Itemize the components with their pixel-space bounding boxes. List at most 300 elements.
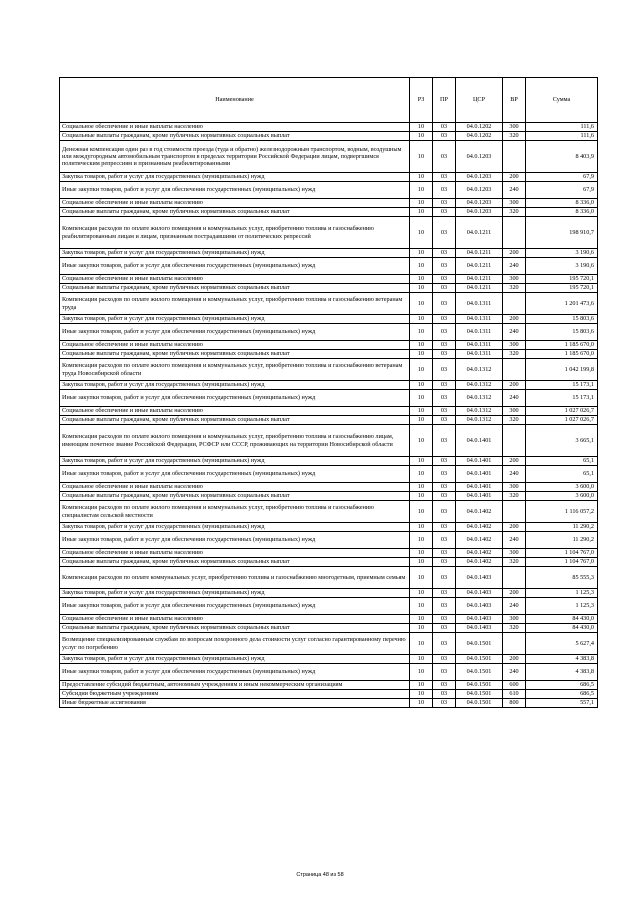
cell-pr: 03 xyxy=(433,132,456,141)
table-row xyxy=(60,690,598,699)
cell-name: Компенсация расходов по оплате жилого помещения и коммунальных услуг, приобретению топлива и газоснабжению специалистам сельской местности xyxy=(60,501,410,523)
cell-csr: 04.0.1402 xyxy=(456,532,503,549)
cell-vr: 200 xyxy=(503,315,526,324)
cell-vr: 240 xyxy=(503,466,526,483)
cell-rz: 10 xyxy=(410,217,433,249)
cell-pr: 03 xyxy=(433,624,456,633)
cell-name: Социальное обеспечение и иные выплаты населению xyxy=(60,123,410,132)
table-row xyxy=(60,390,598,407)
cell-rz: 10 xyxy=(410,523,433,532)
cell-vr: 300 xyxy=(503,615,526,624)
cell-sum: 84 430,0 xyxy=(526,624,598,633)
cell-vr xyxy=(503,425,526,457)
cell-vr xyxy=(503,633,526,655)
cell-csr: 04.0.1501 xyxy=(456,655,503,664)
cell-sum: 1 125,3 xyxy=(526,589,598,598)
cell-pr: 03 xyxy=(433,615,456,624)
cell-sum: 84 430,0 xyxy=(526,615,598,624)
cell-rz: 10 xyxy=(410,425,433,457)
cell-sum: 557,1 xyxy=(526,699,598,708)
cell-rz: 10 xyxy=(410,466,433,483)
cell-name: Компенсация расходов по оплате жилого помещения и коммунальных услуг, приобретению топлива и газоснабжению ветеранам труда xyxy=(60,293,410,315)
cell-vr: 320 xyxy=(503,350,526,359)
cell-name: Иные закупки товаров, работ и услуг для обеспечения государственных (муниципальных) нужд xyxy=(60,182,410,199)
table-row xyxy=(60,466,598,483)
cell-sum: 11 290,2 xyxy=(526,532,598,549)
cell-csr: 04.0.1402 xyxy=(456,549,503,558)
cell-name: Закупка товаров, работ и услуг для государственных (муниципальных) нужд xyxy=(60,173,410,182)
table-row xyxy=(60,350,598,359)
cell-name: Предоставление субсидий бюджетным, автономным учреждениям и иным некоммерческим организациям xyxy=(60,681,410,690)
cell-pr: 03 xyxy=(433,284,456,293)
cell-vr: 200 xyxy=(503,249,526,258)
col-header-vr: ВР xyxy=(503,78,526,123)
cell-vr: 200 xyxy=(503,523,526,532)
table-row xyxy=(60,173,598,182)
cell-pr: 03 xyxy=(433,567,456,589)
table-row xyxy=(60,315,598,324)
cell-name: Социальные выплаты гражданам, кроме публичных нормативных социальных выплат xyxy=(60,284,410,293)
cell-csr: 04.0.1202 xyxy=(456,123,503,132)
col-header-name: Наименование xyxy=(60,78,410,123)
cell-vr: 300 xyxy=(503,407,526,416)
cell-sum: 1 104 767,0 xyxy=(526,558,598,567)
cell-name: Иные закупки товаров, работ и услуг для обеспечения государственных (муниципальных) нужд xyxy=(60,390,410,407)
cell-name: Компенсация расходов по оплате жилого помещения и коммунальных услуг, приобретению топлива и газоснабжению лицам, имеющим почетное звание Российской Федерации, РСФСР или СССР, проживающих на территории Новосибирской области xyxy=(60,425,410,457)
cell-pr: 03 xyxy=(433,315,456,324)
cell-csr: 04.0.1203 xyxy=(456,182,503,199)
cell-sum: 3 190,6 xyxy=(526,249,598,258)
cell-csr: 04.0.1312 xyxy=(456,416,503,425)
cell-pr: 03 xyxy=(433,558,456,567)
cell-pr: 03 xyxy=(433,350,456,359)
cell-pr: 03 xyxy=(433,425,456,457)
cell-csr: 04.0.1312 xyxy=(456,359,503,381)
cell-csr: 04.0.1203 xyxy=(456,199,503,208)
cell-csr: 04.0.1402 xyxy=(456,558,503,567)
cell-pr: 03 xyxy=(433,681,456,690)
table-row xyxy=(60,425,598,457)
cell-csr: 04.0.1401 xyxy=(456,492,503,501)
cell-rz: 10 xyxy=(410,492,433,501)
cell-csr: 04.0.1501 xyxy=(456,690,503,699)
cell-pr: 03 xyxy=(433,523,456,532)
cell-csr: 04.0.1311 xyxy=(456,315,503,324)
cell-name: Закупка товаров, работ и услуг для государственных (муниципальных) нужд xyxy=(60,315,410,324)
col-header-sum: Сумма xyxy=(526,78,598,123)
cell-rz: 10 xyxy=(410,598,433,615)
cell-sum: 3 600,0 xyxy=(526,492,598,501)
cell-sum: 5 627,4 xyxy=(526,633,598,655)
cell-name: Социальные выплаты гражданам, кроме публичных нормативных социальных выплат xyxy=(60,558,410,567)
table-row xyxy=(60,501,598,523)
cell-name: Социальное обеспечение и иные выплаты населению xyxy=(60,275,410,284)
cell-sum: 11 290,2 xyxy=(526,523,598,532)
cell-csr: 04.0.1311 xyxy=(456,324,503,341)
cell-csr: 04.0.1401 xyxy=(456,457,503,466)
cell-csr: 04.0.1403 xyxy=(456,624,503,633)
cell-rz: 10 xyxy=(410,258,433,275)
cell-name: Иные закупки товаров, работ и услуг для обеспечения государственных (муниципальных) нужд xyxy=(60,598,410,615)
table-row xyxy=(60,416,598,425)
cell-pr: 03 xyxy=(433,258,456,275)
cell-vr: 320 xyxy=(503,624,526,633)
col-header-pr: ПР xyxy=(433,78,456,123)
cell-vr xyxy=(503,141,526,173)
table-row xyxy=(60,208,598,217)
cell-vr xyxy=(503,293,526,315)
table-row xyxy=(60,324,598,341)
cell-vr: 240 xyxy=(503,182,526,199)
cell-pr: 03 xyxy=(433,293,456,315)
cell-vr: 200 xyxy=(503,655,526,664)
cell-sum: 15 173,1 xyxy=(526,381,598,390)
cell-vr: 240 xyxy=(503,390,526,407)
cell-rz: 10 xyxy=(410,284,433,293)
cell-vr: 320 xyxy=(503,492,526,501)
cell-vr: 240 xyxy=(503,664,526,681)
cell-rz: 10 xyxy=(410,293,433,315)
cell-sum: 15 803,6 xyxy=(526,315,598,324)
table-row xyxy=(60,483,598,492)
cell-vr: 300 xyxy=(503,549,526,558)
cell-name: Компенсация расходов по оплате коммунальных услуг, приобретению топлива и газоснабжению многодетным, приемным семьям xyxy=(60,567,410,589)
cell-name: Социальное обеспечение и иные выплаты населению xyxy=(60,407,410,416)
cell-csr: 04.0.1312 xyxy=(456,390,503,407)
cell-pr: 03 xyxy=(433,390,456,407)
cell-rz: 10 xyxy=(410,359,433,381)
cell-sum: 4 383,8 xyxy=(526,655,598,664)
cell-rz: 10 xyxy=(410,123,433,132)
cell-sum: 1 116 057,2 xyxy=(526,501,598,523)
cell-name: Социальные выплаты гражданам, кроме публичных нормативных социальных выплат xyxy=(60,416,410,425)
cell-csr: 04.0.1501 xyxy=(456,699,503,708)
cell-pr: 03 xyxy=(433,532,456,549)
cell-name: Возмещение специализированным службам по вопросам похоронного дела стоимости услуг согласно гарантированному перечню услуг по погребению xyxy=(60,633,410,655)
cell-rz: 10 xyxy=(410,407,433,416)
cell-sum: 85 555,3 xyxy=(526,567,598,589)
cell-sum: 65,1 xyxy=(526,457,598,466)
cell-name: Закупка товаров, работ и услуг для государственных (муниципальных) нужд xyxy=(60,655,410,664)
cell-rz: 10 xyxy=(410,483,433,492)
cell-vr xyxy=(503,567,526,589)
cell-name: Социальные выплаты гражданам, кроме публичных нормативных социальных выплат xyxy=(60,624,410,633)
cell-sum: 1 125,3 xyxy=(526,598,598,615)
cell-name: Закупка товаров, работ и услуг для государственных (муниципальных) нужд xyxy=(60,523,410,532)
cell-name: Компенсация расходов по оплате жилого помещения и коммунальных услуг, приобретению топлива и газоснабжению ветеранам труда Новосибирской области xyxy=(60,359,410,381)
cell-pr: 03 xyxy=(433,217,456,249)
cell-csr: 04.0.1312 xyxy=(456,381,503,390)
cell-pr: 03 xyxy=(433,457,456,466)
cell-name: Социальные выплаты гражданам, кроме публичных нормативных социальных выплат xyxy=(60,208,410,217)
cell-pr: 03 xyxy=(433,407,456,416)
cell-pr: 03 xyxy=(433,173,456,182)
cell-vr: 200 xyxy=(503,173,526,182)
cell-vr: 320 xyxy=(503,416,526,425)
cell-rz: 10 xyxy=(410,624,433,633)
cell-rz: 10 xyxy=(410,615,433,624)
cell-sum: 3 190,6 xyxy=(526,258,598,275)
cell-csr: 04.0.1211 xyxy=(456,258,503,275)
cell-sum: 1 027 026,7 xyxy=(526,407,598,416)
cell-vr: 200 xyxy=(503,381,526,390)
cell-name: Социальное обеспечение и иные выплаты населению xyxy=(60,615,410,624)
cell-name: Иные закупки товаров, работ и услуг для обеспечения государственных (муниципальных) нужд xyxy=(60,258,410,275)
cell-pr: 03 xyxy=(433,416,456,425)
cell-rz: 10 xyxy=(410,249,433,258)
cell-csr: 04.0.1203 xyxy=(456,141,503,173)
cell-vr: 320 xyxy=(503,284,526,293)
header-row xyxy=(60,78,598,123)
cell-csr: 04.0.1311 xyxy=(456,350,503,359)
col-header-csr: ЦСР xyxy=(456,78,503,123)
cell-csr: 04.0.1211 xyxy=(456,249,503,258)
cell-name: Социальные выплаты гражданам, кроме публичных нормативных социальных выплат xyxy=(60,132,410,141)
table-row xyxy=(60,681,598,690)
cell-rz: 10 xyxy=(410,208,433,217)
cell-csr: 04.0.1203 xyxy=(456,208,503,217)
table-row xyxy=(60,258,598,275)
cell-sum: 15 803,6 xyxy=(526,324,598,341)
cell-name: Закупка товаров, работ и услуг для государственных (муниципальных) нужд xyxy=(60,589,410,598)
cell-rz: 10 xyxy=(410,173,433,182)
cell-pr: 03 xyxy=(433,598,456,615)
cell-vr xyxy=(503,217,526,249)
cell-name: Денежная компенсация один раз в год стоимости проезда (туда и обратно) железнодорожным транспортом, водным, воздушным или междугородным автомобильным транспортом в пределах территории Российской Федерации лицам, подвергшимся политическим репрессиям и признанным реабилитированными xyxy=(60,141,410,173)
cell-sum: 111,6 xyxy=(526,123,598,132)
cell-pr: 03 xyxy=(433,249,456,258)
cell-rz: 10 xyxy=(410,558,433,567)
page-number: Страница 48 из 58 xyxy=(296,872,344,878)
cell-vr: 200 xyxy=(503,589,526,598)
cell-sum: 195 720,1 xyxy=(526,275,598,284)
table-row xyxy=(60,615,598,624)
cell-name: Иные закупки товаров, работ и услуг для обеспечения государственных (муниципальных) нужд xyxy=(60,532,410,549)
cell-name: Социальное обеспечение и иные выплаты населению xyxy=(60,483,410,492)
table-row xyxy=(60,217,598,249)
table-row xyxy=(60,598,598,615)
cell-csr: 04.0.1211 xyxy=(456,217,503,249)
cell-sum: 111,6 xyxy=(526,132,598,141)
cell-name: Социальное обеспечение и иные выплаты населению xyxy=(60,549,410,558)
cell-name: Компенсация расходов по оплате жилого помещения и коммунальных услуг, приобретению топлива и газоснабжению реабилитированным лицам и лицам, признанным пострадавшими от политических репрессий xyxy=(60,217,410,249)
cell-name: Иные бюджетные ассигнования xyxy=(60,699,410,708)
cell-vr: 240 xyxy=(503,532,526,549)
cell-pr: 03 xyxy=(433,208,456,217)
table-row xyxy=(60,381,598,390)
cell-vr: 320 xyxy=(503,208,526,217)
cell-sum: 1 104 767,0 xyxy=(526,549,598,558)
table-row xyxy=(60,492,598,501)
cell-sum: 1 027 026,7 xyxy=(526,416,598,425)
cell-rz: 10 xyxy=(410,690,433,699)
table-row xyxy=(60,532,598,549)
table-body xyxy=(60,123,598,708)
cell-name: Иные закупки товаров, работ и услуг для обеспечения государственных (муниципальных) нужд xyxy=(60,664,410,681)
cell-vr: 240 xyxy=(503,324,526,341)
cell-pr: 03 xyxy=(433,699,456,708)
table-row xyxy=(60,141,598,173)
cell-sum: 1 042 199,8 xyxy=(526,359,598,381)
cell-vr: 200 xyxy=(503,457,526,466)
cell-pr: 03 xyxy=(433,690,456,699)
cell-rz: 10 xyxy=(410,699,433,708)
cell-name: Социальные выплаты гражданам, кроме публичных нормативных социальных выплат xyxy=(60,492,410,501)
table-row xyxy=(60,558,598,567)
cell-pr: 03 xyxy=(433,199,456,208)
cell-csr: 04.0.1202 xyxy=(456,132,503,141)
cell-pr: 03 xyxy=(433,123,456,132)
table-row xyxy=(60,359,598,381)
cell-sum: 8 336,0 xyxy=(526,208,598,217)
cell-pr: 03 xyxy=(433,664,456,681)
cell-rz: 10 xyxy=(410,549,433,558)
cell-rz: 10 xyxy=(410,141,433,173)
cell-name: Закупка товаров, работ и услуг для государственных (муниципальных) нужд xyxy=(60,457,410,466)
col-header-rz: РЗ xyxy=(410,78,433,123)
cell-pr: 03 xyxy=(433,501,456,523)
cell-rz: 10 xyxy=(410,532,433,549)
cell-sum: 1 185 670,0 xyxy=(526,341,598,350)
cell-csr: 04.0.1403 xyxy=(456,567,503,589)
cell-vr: 300 xyxy=(503,275,526,284)
cell-csr: 04.0.1402 xyxy=(456,523,503,532)
table-row xyxy=(60,457,598,466)
cell-vr xyxy=(503,501,526,523)
cell-csr: 04.0.1403 xyxy=(456,589,503,598)
cell-csr: 04.0.1402 xyxy=(456,501,503,523)
cell-sum: 67,9 xyxy=(526,182,598,199)
cell-pr: 03 xyxy=(433,324,456,341)
table-row xyxy=(60,655,598,664)
cell-vr: 800 xyxy=(503,699,526,708)
cell-csr: 04.0.1311 xyxy=(456,293,503,315)
cell-sum: 686,5 xyxy=(526,690,598,699)
table-row xyxy=(60,633,598,655)
table-row xyxy=(60,407,598,416)
cell-rz: 10 xyxy=(410,199,433,208)
cell-rz: 10 xyxy=(410,589,433,598)
cell-csr: 04.0.1501 xyxy=(456,664,503,681)
cell-csr: 04.0.1211 xyxy=(456,275,503,284)
cell-name: Иные закупки товаров, работ и услуг для обеспечения государственных (муниципальных) нужд xyxy=(60,324,410,341)
cell-vr: 300 xyxy=(503,483,526,492)
cell-sum: 3 665,1 xyxy=(526,425,598,457)
cell-sum: 686,5 xyxy=(526,681,598,690)
cell-vr: 300 xyxy=(503,199,526,208)
cell-pr: 03 xyxy=(433,633,456,655)
cell-pr: 03 xyxy=(433,655,456,664)
table-row xyxy=(60,249,598,258)
cell-name: Социальные выплаты гражданам, кроме публичных нормативных социальных выплат xyxy=(60,350,410,359)
cell-sum: 65,1 xyxy=(526,466,598,483)
cell-vr: 610 xyxy=(503,690,526,699)
cell-csr: 04.0.1501 xyxy=(456,633,503,655)
table-row xyxy=(60,199,598,208)
cell-rz: 10 xyxy=(410,416,433,425)
table-row xyxy=(60,182,598,199)
table-row xyxy=(60,567,598,589)
cell-pr: 03 xyxy=(433,359,456,381)
cell-rz: 10 xyxy=(410,275,433,284)
cell-name: Закупка товаров, работ и услуг для государственных (муниципальных) нужд xyxy=(60,381,410,390)
cell-pr: 03 xyxy=(433,341,456,350)
cell-csr: 04.0.1401 xyxy=(456,425,503,457)
table-row xyxy=(60,132,598,141)
cell-sum: 4 383,8 xyxy=(526,664,598,681)
cell-rz: 10 xyxy=(410,633,433,655)
cell-vr: 240 xyxy=(503,258,526,275)
cell-rz: 10 xyxy=(410,182,433,199)
cell-rz: 10 xyxy=(410,501,433,523)
table-row xyxy=(60,624,598,633)
cell-sum: 198 910,7 xyxy=(526,217,598,249)
cell-csr: 04.0.1501 xyxy=(456,681,503,690)
cell-rz: 10 xyxy=(410,390,433,407)
cell-sum: 67,9 xyxy=(526,173,598,182)
cell-rz: 10 xyxy=(410,315,433,324)
cell-name: Социальное обеспечение и иные выплаты населению xyxy=(60,341,410,350)
cell-vr: 600 xyxy=(503,681,526,690)
cell-pr: 03 xyxy=(433,381,456,390)
cell-rz: 10 xyxy=(410,664,433,681)
cell-sum: 195 720,1 xyxy=(526,284,598,293)
table-row xyxy=(60,341,598,350)
table-row xyxy=(60,664,598,681)
cell-vr: 300 xyxy=(503,123,526,132)
cell-csr: 04.0.1401 xyxy=(456,483,503,492)
cell-csr: 04.0.1211 xyxy=(456,284,503,293)
cell-pr: 03 xyxy=(433,589,456,598)
table-row xyxy=(60,293,598,315)
cell-vr: 300 xyxy=(503,341,526,350)
table-row xyxy=(60,699,598,708)
cell-csr: 04.0.1401 xyxy=(456,466,503,483)
cell-pr: 03 xyxy=(433,492,456,501)
table-row xyxy=(60,589,598,598)
cell-name: Субсидии бюджетным учреждениям xyxy=(60,690,410,699)
cell-pr: 03 xyxy=(433,182,456,199)
cell-pr: 03 xyxy=(433,141,456,173)
cell-csr: 04.0.1312 xyxy=(456,407,503,416)
table-row xyxy=(60,284,598,293)
table-row xyxy=(60,549,598,558)
cell-vr: 320 xyxy=(503,558,526,567)
table-row xyxy=(60,123,598,132)
cell-sum: 1 201 473,6 xyxy=(526,293,598,315)
cell-csr: 04.0.1203 xyxy=(456,173,503,182)
cell-name: Социальное обеспечение и иные выплаты населению xyxy=(60,199,410,208)
cell-pr: 03 xyxy=(433,483,456,492)
cell-csr: 04.0.1403 xyxy=(456,598,503,615)
budget-table xyxy=(59,77,598,708)
cell-vr: 320 xyxy=(503,132,526,141)
cell-pr: 03 xyxy=(433,275,456,284)
cell-rz: 10 xyxy=(410,681,433,690)
cell-rz: 10 xyxy=(410,324,433,341)
cell-sum: 8 336,0 xyxy=(526,199,598,208)
cell-pr: 03 xyxy=(433,549,456,558)
cell-rz: 10 xyxy=(410,341,433,350)
table-row xyxy=(60,523,598,532)
cell-sum: 3 600,0 xyxy=(526,483,598,492)
cell-name: Иные закупки товаров, работ и услуг для обеспечения государственных (муниципальных) нужд xyxy=(60,466,410,483)
cell-rz: 10 xyxy=(410,567,433,589)
cell-rz: 10 xyxy=(410,381,433,390)
table-row xyxy=(60,275,598,284)
cell-pr: 03 xyxy=(433,466,456,483)
cell-csr: 04.0.1403 xyxy=(456,615,503,624)
